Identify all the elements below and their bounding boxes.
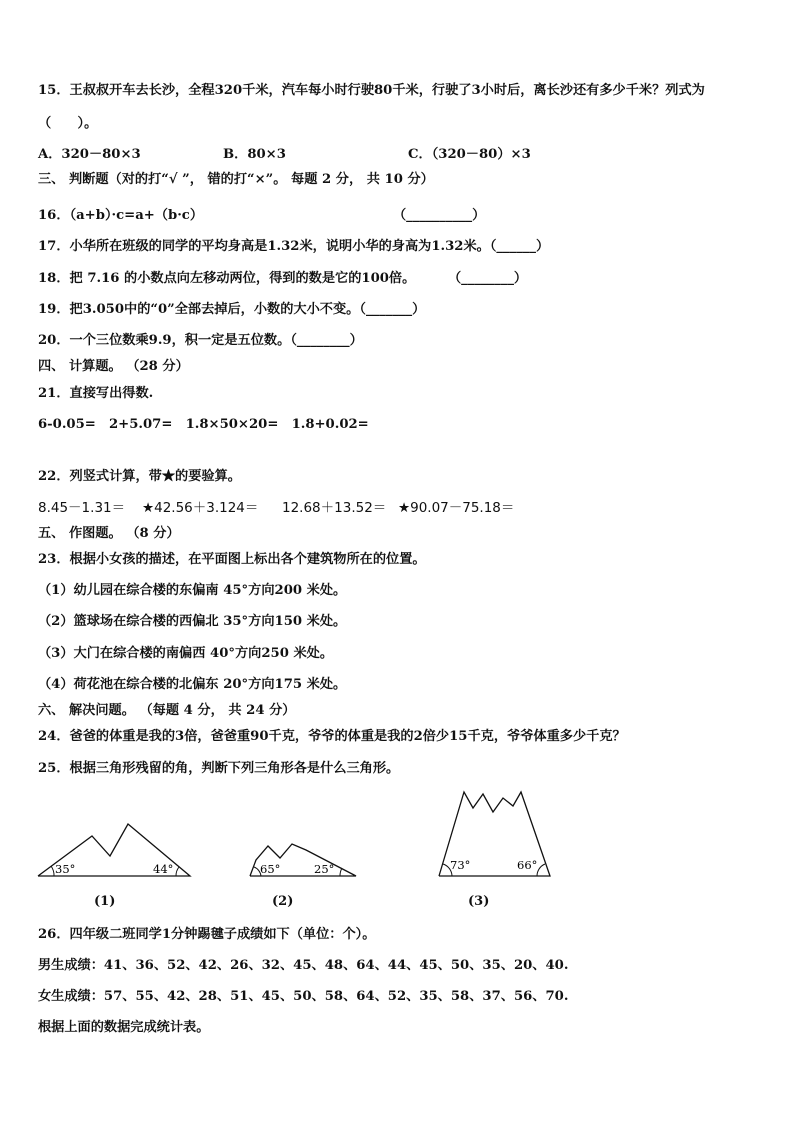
q22-expressions [38,499,738,517]
q15-option-a: A．320－80×3 [38,147,141,162]
q23-item-1: （1）幼儿园在综合楼的东偏南 45°方向200 米处。 [38,583,347,598]
q15-text: 15．王叔叔开车去长沙，全程320千米，汽车每小时行驶80千米，行驶了3小时后，离长沙还有多少千米？列式为 [38,83,705,98]
q22-expr-2: ★42.56＋3.124＝ [142,500,259,516]
q18-text: 18．把 7.16 的小数点向左移动两位，得到的数是它的100倍。 [38,271,416,286]
q15-option-b: B．80×3 [223,147,286,162]
q23-title: 23．根据小女孩的描述，在平面图上标出各个建筑物所在的位置。 [38,552,426,567]
q25-title: 25．根据三角形残留的角，判断下列三角形各是什么三角形。 [38,761,400,776]
section-4-heading: 四、 计算题。 （28 分） [38,359,189,374]
triangle-1-angle-right: 44° [153,862,174,876]
section-5-heading: 五、 作图题。 （8 分） [38,526,180,541]
triangle-2-angle-left: 65° [260,862,281,876]
q23-item-2: （2）篮球场在综合楼的西偏北 35°方向150 米处。 [38,614,347,629]
triangle-1-angle-left: 35° [55,862,76,876]
q22-expr-4: ★90.07－75.18＝ [398,500,515,516]
q22-expr-3: 12.68＋13.52＝ [282,500,387,516]
triangle-3-angle-right: 66° [517,858,538,872]
q26-footer: 根据上面的数据完成统计表。 [38,1020,210,1035]
q23-item-3: （3）大门在综合楼的南偏西 40°方向250 米处。 [38,646,334,661]
q15-blank: （ ）。 [38,116,98,131]
q21-title: 21．直接写出得数. [38,386,154,401]
q23-item-4: （4）荷花池在综合楼的北偏东 20°方向175 米处。 [38,677,347,692]
q22-expr-1: 8.45－1.31＝ [38,500,126,516]
q24-text: 24．爸爸的体重是我的3倍，爸爸重90千克，爷爷的体重是我的2倍少15千克，爷爷体重多少千克？ [38,729,626,744]
q19-text: 19．把3.050中的“0”全部去掉后，小数的大小不变。（_______） [38,302,426,317]
section-3-heading: 三、 判断题（对的打“√ ”， 错的打“×”。 每题 2 分， 共 10 分） [38,172,434,187]
triangle-figure-2 [248,838,360,880]
section-6-heading: 六、 解决问题。 （每题 4 分， 共 24 分） [38,703,296,718]
q16-text: 16．（a+b）·c=a+（b·c） [38,208,204,223]
q17-text: 17．小华所在班级的同学的平均身高是1.32米，说明小华的身高为1.32米。（______） [38,239,550,254]
q16-blank: （__________） [393,208,486,223]
q22-title: 22．列竖式计算，带★的要验算。 [38,469,241,484]
triangle-3-caption: (3) [468,894,490,909]
triangle-2-caption: (2) [272,894,294,909]
triangle-figure-1 [36,818,192,880]
q15-options [38,146,738,164]
q18-blank: （________） [448,271,528,286]
q26-boys-scores: 男生成绩：41、36、52、42、26、32、45、48、64、44、45、50、35、20、40. [38,958,569,973]
triangle-2-angle-right: 25° [314,862,335,876]
q20-text: 20．一个三位数乘9.9，积一定是五位数。（________） [38,333,363,348]
triangle-figure-3 [437,788,553,880]
q15-option-c: C．（320－80）×3 [408,147,531,162]
triangle-1-caption: (1) [94,894,116,909]
q26-title: 26．四年级二班同学1分钟踢毽子成绩如下（单位：个）。 [38,927,376,942]
q26-girls-scores: 女生成绩：57、55、42、28、51、45、50、58、64、52、35、58、37、56、70. [38,989,569,1004]
q21-expressions: 6-0.05= 2+5.07= 1.8×50×20= 1.8+0.02= [38,417,369,432]
triangle-3-angle-left: 73° [450,858,471,872]
